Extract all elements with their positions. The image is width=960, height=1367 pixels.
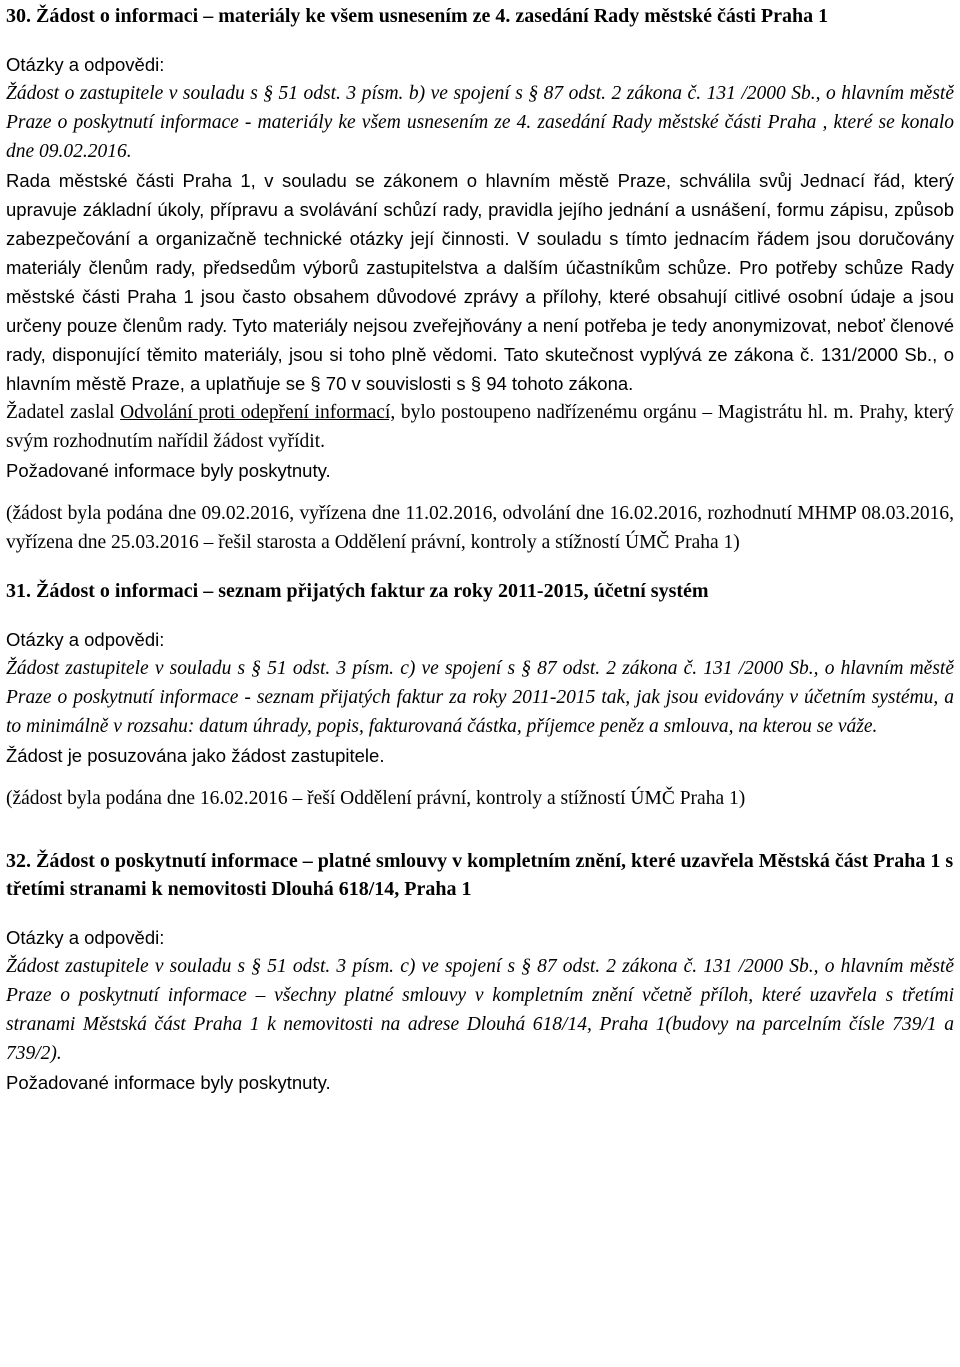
section-30-appeal [6, 398, 954, 456]
appeal-suffix: bylo postoupeno nadřízenému orgánu – Magistrátu hl. m. Prahy, který svým rozhodnutím nařídil žádost vyřídit. [6, 402, 954, 452]
section-30-qa-label: Otázky a odpovědi: [6, 54, 165, 75]
section-31-assessed: Žádost je posuzována jako žádost zastupitele. [6, 745, 385, 766]
appeal-link[interactable]: Odvolání proti odepření informací, [120, 402, 396, 423]
section-31 [6, 577, 954, 813]
section-32-provided: Požadované informace byly poskytnuty. [6, 1072, 331, 1093]
section-30-provided: Požadované informace byly poskytnuty. [6, 460, 331, 481]
section-30-answer: Rada městské části Praha 1, v souladu se zákonem o hlavním městě Praze, schválila svůj Jednací řád, který upravuje základní úkoly, přípravu a svolávání schůzí rady, pravidla jejího jednání a usnášení, formu zápisu, způsob zabezpečování a organizačně technické otázky její činnosti. V souladu s tímto jednacím řádem jsou doručovány materiály členům rady, předsedům výborů zastupitelstva a dalším účastníkům schůze. Pro potřeby schůze Rady městské části Praha 1 jsou často obsahem důvodové zprávy a přílohy, které obsahují citlivé osobní údaje a jsou určeny pouze členům rady. Tyto materiály nejsou zveřejňovány a není potřeba je tedy anonymizovat, neboť členové rady, disponující těmito materiály, jsou si toho plně vědomi. Tato skutečnost vyplývá ze zákona č. 131/2000 Sb., o hlavním městě Praze, a uplatňuje se § 70 v souvislosti s § 94 tohoto zákona. [6, 170, 954, 394]
section-32-title: 32. Žádost o poskytnutí informace – platné smlouvy v kompletním znění, které uzavřela Městská část Praha 1 s třetími stranami k nemovitosti Dlouhá 618/14, Praha 1 [6, 850, 954, 900]
section-32-qa-label: Otázky a odpovědi: [6, 927, 165, 948]
section-30-request: Žádost o zastupitele v souladu s § 51 odst. 3 písm. b) ve spojení s § 87 odst. 2 zákona č. 131 /2000 Sb., o hlavním městě Praze o poskytnutí informace - materiály ke všem usnesením ze 4. zasedání Rady městské části Praha , které se konalo dne 09.02.2016. [6, 83, 954, 162]
section-30-dates: (žádost byla podána dne 09.02.2016, vyřízena dne 11.02.2016, odvolání dne 16.02.2016, rozhodnutí MHMP 08.03.2016, vyřízena dne 25.03.2016 – řešil starosta a Oddělení právní, kontroly a stížností ÚMČ Praha 1) [6, 503, 954, 553]
section-30 [6, 2, 954, 557]
section-31-title: 31. Žádost o informaci – seznam přijatých faktur za roky 2011-2015, účetní systém [6, 580, 709, 602]
section-31-dates: (žádost byla podána dne 16.02.2016 – řeší Oddělení právní, kontroly a stížností ÚMČ Praha 1) [6, 788, 746, 809]
section-32 [6, 847, 954, 1097]
section-31-request: Žádost zastupitele v souladu s § 51 odst. 3 písm. c) ve spojení s § 87 odst. 2 zákona č. 131 /2000 Sb., o hlavním městě Praze o poskytnutí informace - seznam přijatých faktur za roky 2011-2015 tak, jak jsou evidovány v účetním systému, a to minimálně v rozsahu: datum úhrady, popis, fakturovaná částka, příjemce peněz a smlouva, na kterou se váže. [6, 658, 954, 737]
appeal-prefix: Žadatel zaslal [6, 402, 121, 423]
section-32-request: Žádost zastupitele v souladu s § 51 odst. 3 písm. c) ve spojení s § 87 odst. 2 zákona č. 131 /2000 Sb., o hlavním městě Praze o poskytnutí informace – všechny platné smlouvy v kompletním znění včetně příloh, které uzavřela s třetími stranami Městská část Praha 1 k nemovitosti na adrese Dlouhá 618/14, Praha 1(budovy na parcelním čísle 739/1 a 739/2). [6, 956, 954, 1064]
section-30-title: 30. Žádost o informaci – materiály ke všem usnesením ze 4. zasedání Rady městské části Praha 1 [6, 5, 829, 27]
section-31-qa-label: Otázky a odpovědi: [6, 629, 165, 650]
